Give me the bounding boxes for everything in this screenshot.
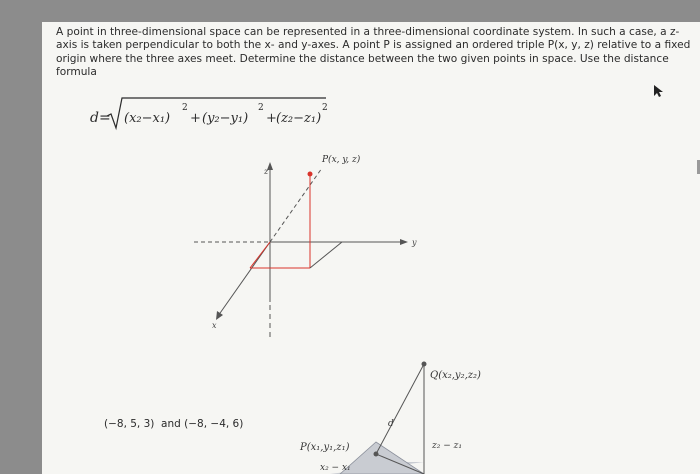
projection-diagonal [250, 242, 270, 268]
formula-exp-x: 2 [182, 103, 188, 113]
formula-term-z: (z₂−z₁) [276, 111, 322, 126]
x-axis [218, 242, 270, 316]
projection-y-line [310, 242, 342, 268]
point-q-dot [422, 362, 427, 367]
point-p1-label: P(x₁,y₁,z₁) [300, 442, 350, 453]
distance-triangle-figure [264, 354, 514, 474]
formula-exp-y: 2 [258, 103, 264, 113]
y-axis-arrow [400, 239, 408, 245]
formula-lhs: d= [90, 110, 111, 126]
given-points: (−8, 5, 3) and (−8, −4, 6) [104, 418, 244, 430]
negative-x-axis [270, 168, 322, 242]
y-axis-label: y [412, 238, 417, 247]
formula-exp-z: 2 [322, 103, 328, 113]
formula-plus-1: + [190, 111, 201, 126]
coordinate-system-figure [192, 140, 432, 340]
problem-prompt: A point in three-dimensional space can be represented in a three-dimensional coordinate system. In such a case, a z-axis is taken perpendicular to both the x- and y-axes. A point P is assigned an ordered triple P(x, y, z) relative to a fixed origin where the three axes meet. Determine the distance between the two given points in space. Use the distance formula [56, 26, 691, 79]
point-p1-dot [374, 452, 379, 457]
problem-sheet [42, 22, 700, 474]
formula-term-y: (y₂−y₁) [202, 111, 249, 126]
mouse-cursor-icon [652, 84, 664, 98]
point-q-label: Q(x₂,y₂,z₂) [430, 370, 481, 381]
x-difference-label: x₂ − x₁ [320, 463, 351, 473]
formula-plus-2: + [266, 111, 277, 126]
point-p-label: P(x, y, z) [322, 155, 361, 165]
point-p-dot [308, 172, 313, 177]
x-axis-label: x [212, 321, 217, 330]
z-difference-label: z₂ − z₁ [432, 441, 462, 451]
z-axis-label: z [264, 167, 269, 176]
distance-formula [90, 92, 330, 136]
distance-d-label: d [388, 419, 394, 429]
formula-term-x: (x₂−x₁) [124, 111, 171, 126]
x-axis-arrow [216, 311, 223, 320]
hypotenuse [376, 364, 424, 454]
